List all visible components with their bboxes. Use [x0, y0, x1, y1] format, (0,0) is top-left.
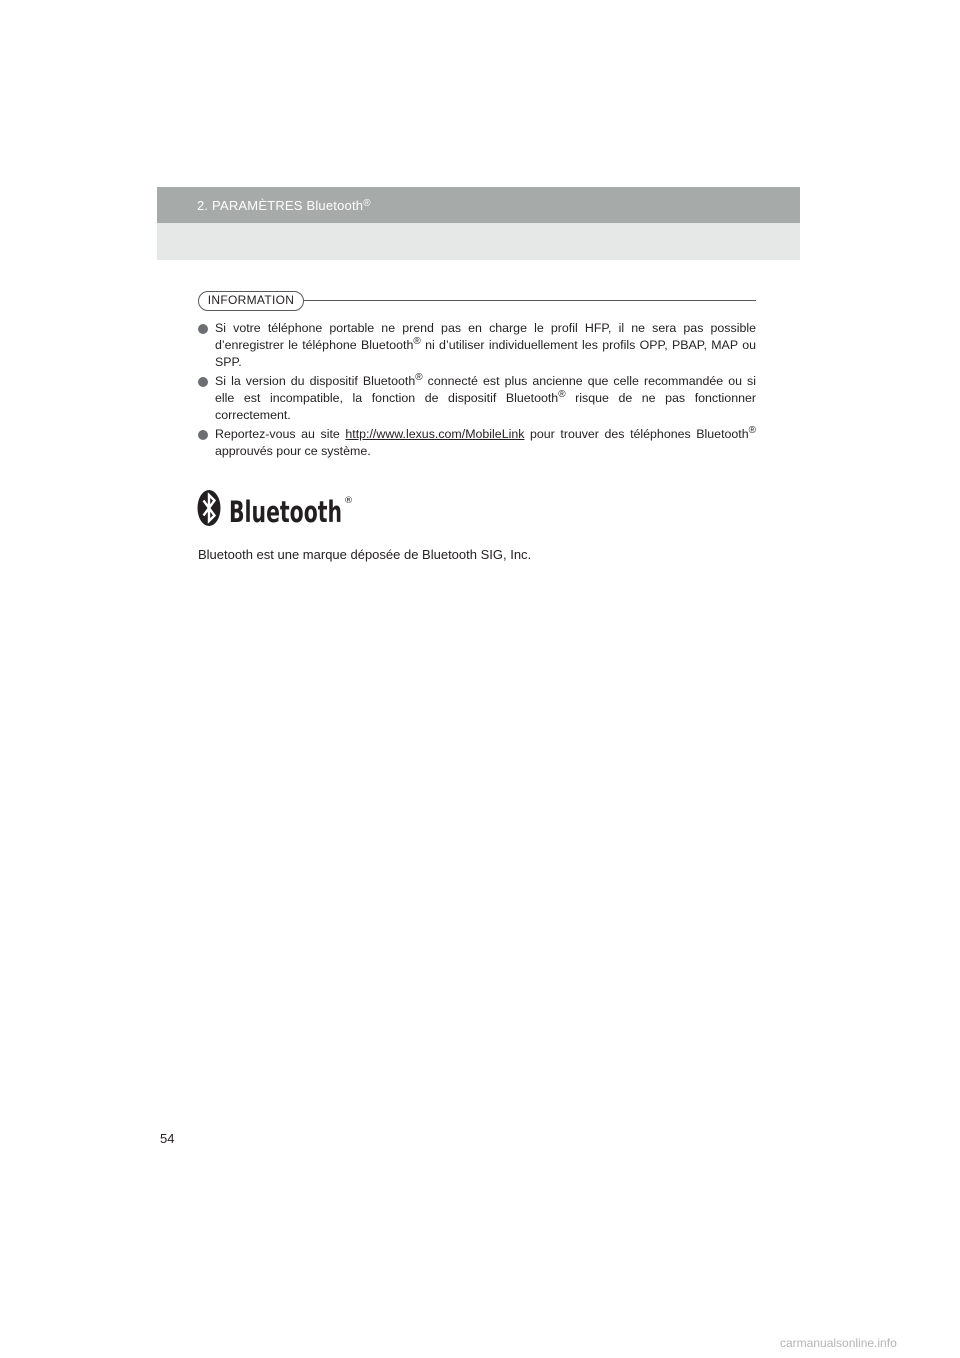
bullet-icon	[198, 430, 208, 440]
trademark-note: Bluetooth est une marque déposée de Bluetooth SIG, Inc.	[198, 547, 532, 562]
information-rule	[304, 300, 756, 301]
information-list	[198, 320, 756, 462]
bluetooth-icon	[198, 490, 221, 526]
bullet-icon	[198, 324, 208, 334]
svg-text:Bluetooth: Bluetooth	[229, 495, 342, 529]
header-subbar	[157, 223, 800, 260]
bluetooth-logo	[196, 489, 356, 529]
information-label: INFORMATION	[198, 291, 304, 311]
list-item: Reportez-vous au site http://www.lexus.com/MobileLink pour trouver des téléphones Bluetooth® approuvés pour ce système.	[198, 426, 756, 460]
watermark-text: carmanualsonline.info	[780, 1336, 897, 1350]
mobilelink-url-link[interactable]: http://www.lexus.com/MobileLink	[345, 427, 525, 441]
bullet-icon	[198, 377, 208, 387]
section-title: 2. PARAMÈTRES Bluetooth®	[197, 198, 371, 213]
list-item: Si la version du dispositif Bluetooth® connecté est plus ancienne que celle recommandée ou si elle est incompatible, la fonction de dispositif Bluetooth® risque de ne pas fonctionner correctement.	[198, 373, 756, 424]
svg-text:®: ®	[344, 496, 353, 506]
list-item: Si votre téléphone portable ne prend pas en charge le profil HFP, il ne sera pas possible d’enregistrer le téléphone Bluetooth® ni d’utiliser individuellement les profils OPP, PBAP, MAP ou SPP.	[198, 320, 756, 371]
page-number: 54	[160, 1131, 175, 1146]
